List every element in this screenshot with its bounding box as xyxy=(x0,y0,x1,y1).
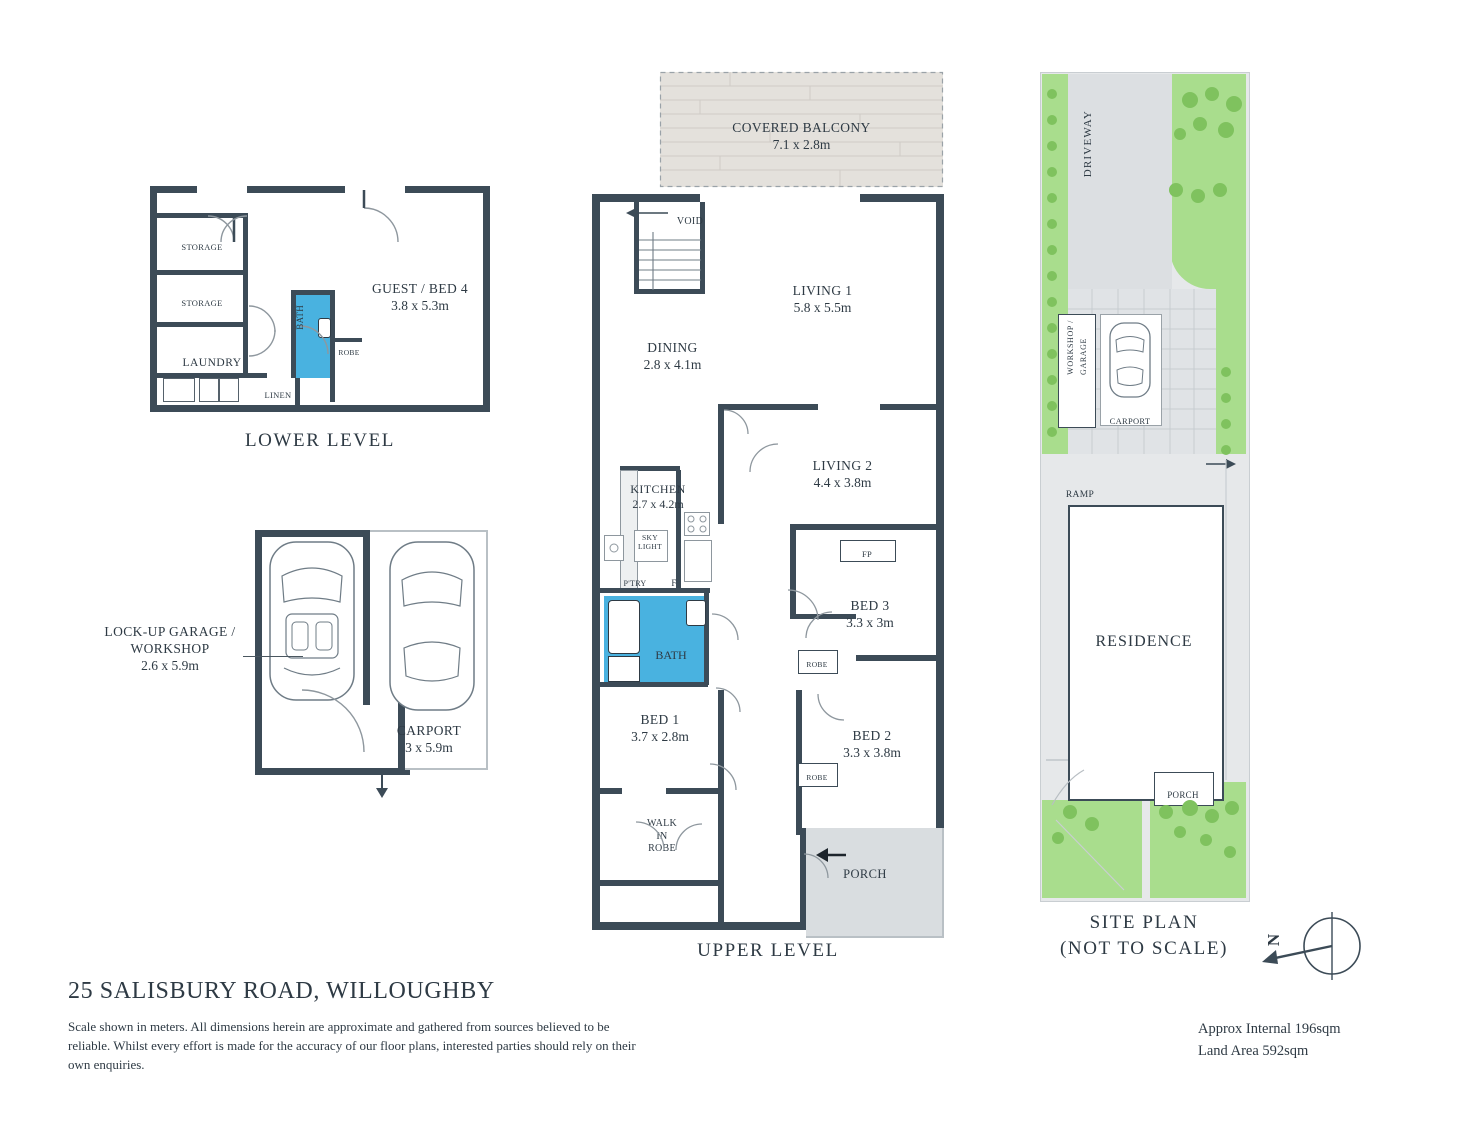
garage-wall-left xyxy=(255,530,262,775)
north-label: N xyxy=(1264,933,1284,947)
garage-leader-line xyxy=(243,656,303,657)
carport-edge-bottom xyxy=(405,768,488,770)
site-ramp-label: RAMP xyxy=(1065,490,1095,500)
void-label: VOID xyxy=(676,216,704,227)
site-plan-subcaption: (NOT TO SCALE) xyxy=(1059,938,1229,959)
living2-label: LIVING 2 4.4 x 3.8m xyxy=(812,458,873,490)
lower-linen: LINEN xyxy=(264,390,292,400)
porch-label: PORCH xyxy=(843,867,887,881)
porch-edge-bottom xyxy=(806,936,944,938)
internal-area: Approx Internal 196sqm xyxy=(1198,1021,1341,1037)
lower-storage-2: STORAGE xyxy=(181,298,223,308)
site-porch-label: PORCH xyxy=(1167,790,1199,800)
carport-edge-top xyxy=(370,530,488,532)
lower-level-caption: LOWER LEVEL xyxy=(244,430,396,451)
upper-door-arcs xyxy=(592,194,952,934)
carport-label: CARPORT 3 x 5.9m xyxy=(396,723,462,755)
lower-robe-label: ROBE xyxy=(338,348,360,357)
site-carport-label: CARPORT xyxy=(1109,416,1151,426)
carport-entry-arrow xyxy=(370,770,394,800)
garage-door-arc xyxy=(300,690,380,780)
living1-label: LIVING 1 5.8 x 5.5m xyxy=(792,283,853,315)
pantry-label: P'TRY xyxy=(623,579,647,588)
lower-guest-bed4: GUEST / BED 4 3.8 x 5.3m xyxy=(371,281,469,313)
bed1-label: BED 1 3.7 x 2.8m xyxy=(631,712,689,744)
garage-workshop-label: LOCK-UP GARAGE / WORKSHOP 2.6 x 5.9m xyxy=(104,624,236,673)
site-plan-caption: SITE PLAN xyxy=(1089,912,1199,933)
fireplace-label: FP xyxy=(861,549,873,559)
site-planting xyxy=(1040,72,1248,900)
garage-car-right xyxy=(382,536,482,716)
balcony-label: COVERED BALCONY 7.1 x 2.8m xyxy=(732,120,871,152)
bed2-label: BED 2 3.3 x 3.8m xyxy=(843,728,901,760)
disclaimer-text: Scale shown in meters. All dimensions herein are approximate and gathered from sources believed to be reliable. Whilst every effort is made for the accuracy of our floor plans, interested parties should rely on their own enquiries. xyxy=(68,1019,636,1072)
site-residence-label: RESIDENCE xyxy=(1095,633,1193,650)
driveway-label: DRIVEWAY xyxy=(1082,110,1094,178)
dining-label: DINING 2.8 x 4.1m xyxy=(643,340,702,372)
skylight-label: SKY LIGHT xyxy=(638,533,662,551)
bed3-robe-label: ROBE xyxy=(806,660,828,669)
garage-wall-right xyxy=(363,530,370,705)
upper-level-caption: UPPER LEVEL xyxy=(697,940,839,961)
page-title: 25 SALISBURY ROAD, WILLOUGHBY xyxy=(68,978,495,1004)
site-workshop-garage-label: WORKSHOP / GARAGE xyxy=(1066,320,1088,375)
bed3-label: BED 3 3.3 x 3m xyxy=(846,598,894,630)
bed2-robe-label: ROBE xyxy=(806,773,828,782)
land-area: Land Area 592sqm xyxy=(1198,1042,1309,1059)
kitchen-label: KITCHEN 2.7 x 4.2m xyxy=(630,482,686,511)
garage-car-left xyxy=(262,536,362,706)
lower-bath-label: BATH xyxy=(295,305,305,330)
lower-laundry: LAUNDRY xyxy=(182,357,242,369)
upper-bath-label: BATH xyxy=(655,648,687,662)
wir-label: WALK IN ROBE xyxy=(646,818,678,854)
lower-storage-1: STORAGE xyxy=(181,242,223,252)
fridge-label: F xyxy=(671,578,677,588)
area-summary xyxy=(1198,1019,1341,1063)
